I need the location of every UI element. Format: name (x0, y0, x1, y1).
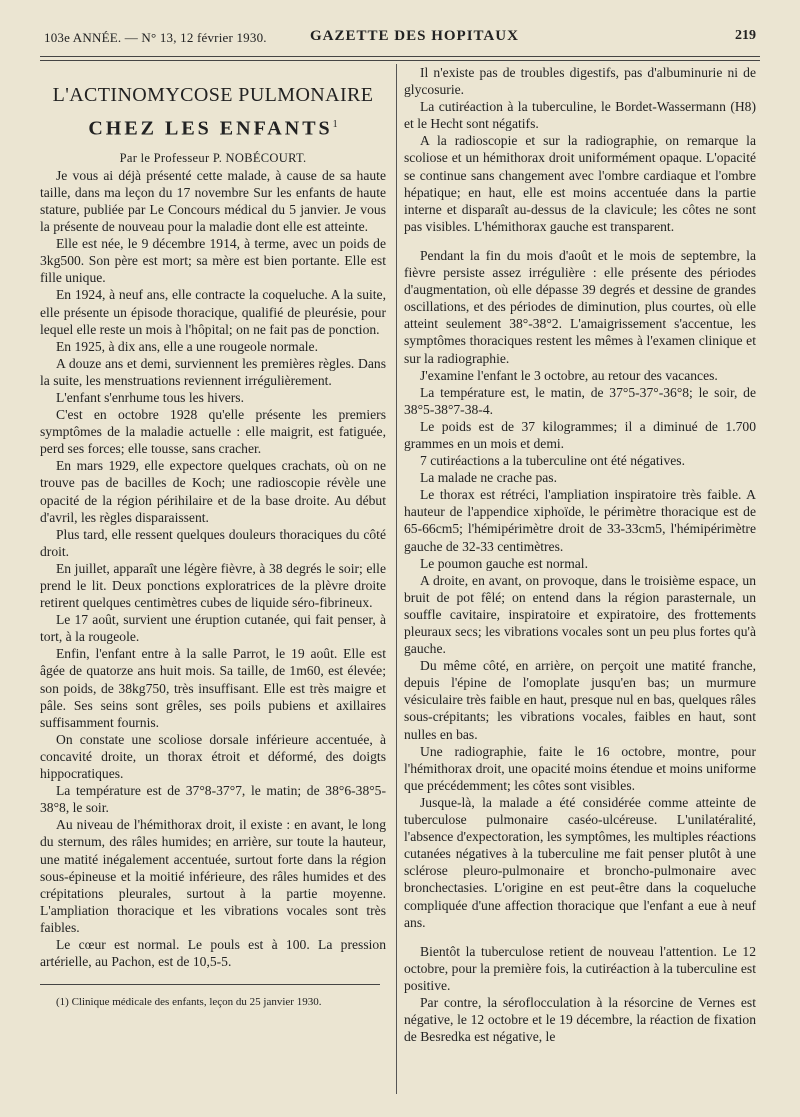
paragraph: J'examine l'enfant le 3 octobre, au retour des vacances. (420, 367, 718, 383)
article-title-line2-text: CHEZ LES ENFANTS (88, 117, 333, 140)
paragraph: Enfin, l'enfant entre à la salle Parrot, le 19 août. Elle est âgée de quatorze ans huit mois. Sa taille, de 1m60, est élevée; son poids, de 38kg750, très insuffisant. Elle est très maigre et pâle. Ses seins sont grêles, ses poils pubiens et axillaires suffisamment fournis. (40, 646, 386, 730)
paragraph: Bientôt la tuberculose retient de nouveau l'attention. Le 12 octobre, pour la première fois, la cutiréaction à la tuberculine est positive. (404, 943, 756, 993)
footnote-rule (40, 984, 380, 985)
paragraph: La température est de 37°8-37°7, le matin; de 38°6-38°5-38°8, le soir. (40, 783, 386, 816)
paragraph: Le poids est de 37 kilogrammes; il a diminué de 1.700 grammes en un mois et demi. (404, 418, 756, 451)
paragraph: En 1925, à dix ans, elle a une rougeole normale. (56, 338, 318, 354)
column-divider (396, 64, 397, 1094)
paragraph: C'est en octobre 1928 qu'elle présente les premiers symptômes de la maladie actuelle : elle maigrit, est fatiguée, perd ses forces; elle tousse, sans cracher. (40, 407, 386, 457)
journal-title: GAZETTE DES HOPITAUX (310, 28, 519, 44)
article-title-line2 (40, 112, 386, 142)
paragraph: A douze ans et demi, surviennent les premières règles. Dans la suite, les menstruations reviennent irrégulièrement. (40, 355, 386, 388)
paragraph: Plus tard, elle ressent quelques douleurs thoraciques du côté droit. (40, 526, 386, 559)
issue-info: 103e ANNÉE. — N° 13, 12 février 1930. (44, 30, 267, 45)
paragraph: Le poumon gauche est normal. (420, 555, 588, 571)
paragraph: Le cœur est normal. Le pouls est à 100. La pression artérielle, au Pachon, est de 10,5-5. (40, 936, 386, 970)
paragraph: Il n'existe pas de troubles digestifs, pas d'albuminurie ni de glycosurie. (404, 65, 756, 98)
article-title-line1: L'ACTINOMYCOSE PULMONAIRE (52, 84, 374, 106)
paragraph: Du même côté, en arrière, on perçoit une matité franche, depuis l'épine de l'omoplate jusqu'en bas; un murmure vésiculaire très faible en haut, presque nul en bas, quelques râles sous-crépitants; les vibrations vocales, faibles en haut, sont nulles en bas. (404, 658, 756, 742)
page-number: 219 (735, 28, 756, 43)
paragraph: La malade ne crache pas. (420, 470, 557, 486)
paragraph: 7 cutiréactions a la tuberculine ont été négatives. (420, 453, 685, 469)
footnote: (1) Clinique médicale des enfants, leçon du 25 janvier 1930. (56, 996, 322, 1009)
header-rule (40, 56, 760, 57)
left-column (40, 76, 386, 1009)
paragraph: Je vous ai déjà présenté cette malade, à cause de sa haute taille, dans ma leçon du 17 novembre Sur les enfants de haute stature, publiée par Le Concours médical du 5 janvier. Je vous la présente de nouveau pour la maladie dont elle est atteinte. (40, 167, 386, 235)
right-column (404, 64, 756, 1045)
article-byline: Par le Professeur P. NOBÉCOURT. (119, 150, 307, 165)
paragraph: A droite, en avant, on provoque, dans le troisième espace, un bruit de pot fêlé; on entend dans la région parasternale, un souffle cavitaire, inspiratoire et expiratoire, des frottements pleuraux secs; les vibrations vocales sont un peu plus fortes qu'à gauche. (404, 572, 756, 657)
paragraph: On constate une scoliose dorsale inférieure accentuée, à concavité droite, un thorax étroit et déformé, des doigts hippocratiques. (40, 731, 386, 782)
paragraph: Pendant la fin du mois d'août et le mois de septembre, la fièvre persiste assez irrégulière : elle présente des périodes d'augmentation, où elle dépasse 39 degrés et dessine de grandes oscillations, et des périodes de diminution, plus courtes, où elle atteint seulement 38°-38°2. L'amaigrissement s'accentue, les symptômes thoraciques restent les mêmes à l'examen clinique et sur la radiographie. (404, 247, 756, 366)
title-footnote-marker: 1 (332, 119, 338, 130)
paragraph: Une radiographie, faite le 16 octobre, montre, pour l'hémithorax droit, une opacité moins étendue et moins uniforme que précédemment; les côtes sont visibles. (404, 743, 756, 793)
paragraph: L'enfant s'enrhume tous les hivers. (56, 389, 244, 405)
paragraph: En 1924, à neuf ans, elle contracte la coqueluche. A la suite, elle présente un épisode thoracique, qualifié de pleurésie, pour lequel elle reste un mois à l'hôpital; on ne fait pas de ponction. (40, 287, 386, 337)
paragraph: Le 17 août, survient une éruption cutanée, qui fait penser, à tort, à la rougeole. (40, 612, 386, 645)
page-header (44, 26, 764, 48)
paragraph: Jusque-là, la malade a été considérée comme atteinte de tuberculose pulmonaire caséo-ulcéreuse. L'unilatéralité, l'absence d'expectoration, les symptômes, les multiples réactions cutanées négatives à la tuberculine me fait penser plutôt à une sclérose pleuro-pulmonaire et broncho-pulmonaire avec bronchectasies. L'origine en est peut-être dans la coqueluche compliquée d'une affection thoracique que l'enfant a eue à neuf ans. (404, 794, 756, 930)
paragraph: En juillet, apparaît une légère fièvre, à 38 degrés le soir; elle prend le lit. Deux ponctions exploratrices de la plèvre droite retirent quelques centimètres cubes de liquide séro-fibrineux. (40, 560, 386, 611)
paragraph: La cutiréaction à la tuberculine, le Bordet-Wassermann (H8) et le Hecht sont négatifs. (404, 99, 756, 132)
paragraph: Elle est née, le 9 décembre 1914, à terme, avec un poids de 3kg500. Son père est mort; sa mère est bien portante. Elle est fille unique. (40, 236, 386, 286)
paragraph: En mars 1929, elle expectore quelques crachats, où on ne trouve pas de bacilles de Koch; une radioscopie révèle une opacité de la région périhilaire et de la base droite. Au début d'avril, les règles disparaissent. (40, 458, 386, 525)
paragraph: La température est, le matin, de 37°5-37°-36°8; le soir, de 38°5-38°7-38-4. (404, 384, 756, 417)
paragraph: Au niveau de l'hémithorax droit, il existe : en avant, le long du sternum, des râles humides; en arrière, sur toute la hauteur, une matité inégalement accentuée, surtout forte dans la région sous-épineuse et la moitié inférieure, des râles humides et des crépitations pleurales, surtout à la partie moyenne. L'ampliation thoracique et les vibrations vocales sont très faibles. (40, 817, 386, 935)
header-rule-double (40, 60, 760, 61)
paragraph: Par contre, la séroflocculation à la résorcine de Vernes est négative, le 12 octobre et le 19 décembre, la réaction de fixation de Besredka est négative, le (404, 994, 756, 1045)
paragraph: A la radioscopie et sur la radiographie, on remarque la scoliose et un hémithorax droit uniformément opaque. L'opacité se continue sans changement avec l'ombre cardiaque et l'ombre hépatique; en haut, elle est moins accentuée dans la partie interne et disparaît au-dessus de la clavicule; les côtes ne sont pas visibles. L'hémithorax gauche est transparent. (404, 133, 756, 234)
paragraph: Le thorax est rétréci, l'ampliation inspiratoire très faible. A hauteur de l'appendice xiphoïde, le périmètre thoracique est de 65-66cm5; l'hémipérimètre droit de 33-33cm5, l'hémipérimètre gauche de 32-33 centimètres. (404, 487, 756, 554)
